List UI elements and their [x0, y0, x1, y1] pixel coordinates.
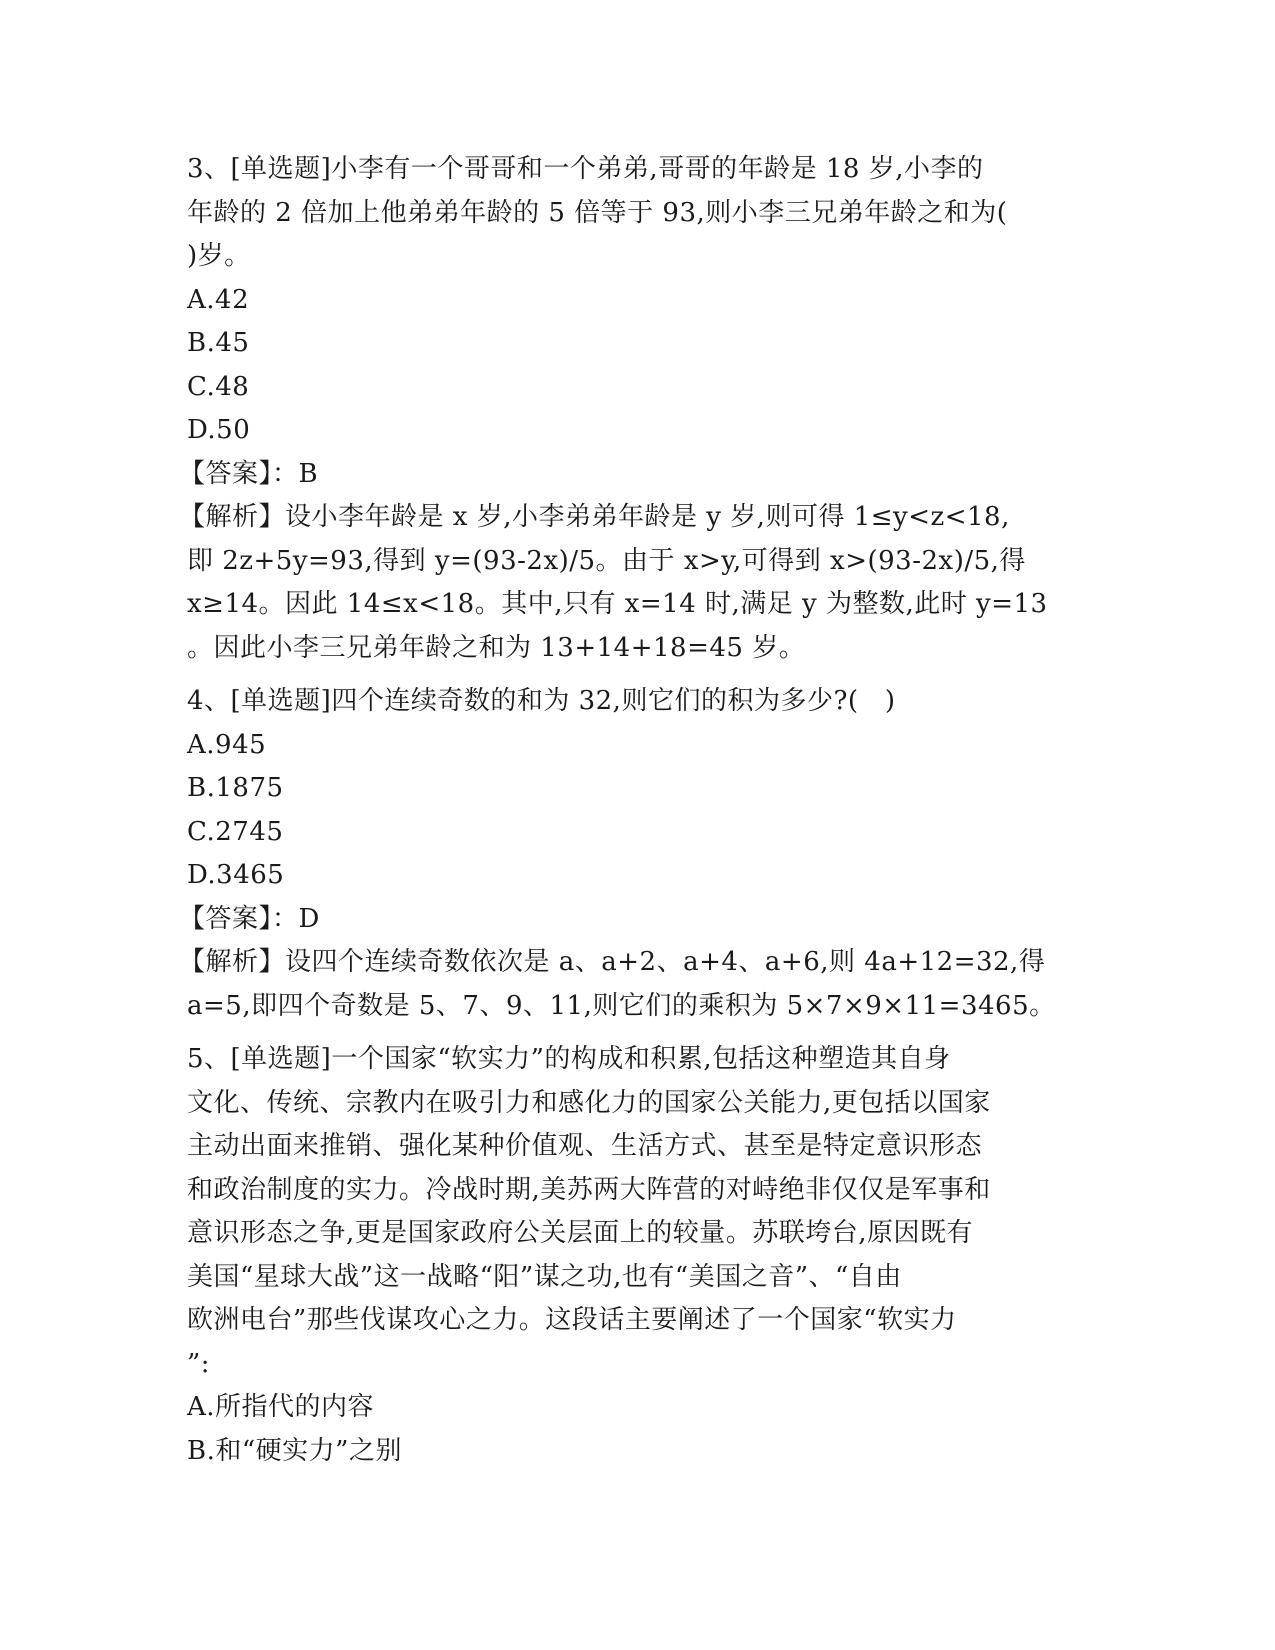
- question-stem-line: 意识形态之争,更是国家政府公关层面上的较量。苏联垮台,原因既有: [187, 1218, 974, 1248]
- question-3: [179, 148, 1087, 670]
- question-5: [187, 1038, 1087, 1473]
- analysis-line: x≥14。因此 14≤x<18。其中,只有 x=14 时,满足 y 为整数,此时 y=13: [187, 589, 1048, 619]
- analysis-line: 即 2z+5y=93,得到 y=(93-2x)/5。由于 x>y,可得到 x>(93-2x)/5,得: [187, 545, 1026, 576]
- analysis-line: a=5,即四个奇数是 5、7、9、11,则它们的乘积为 5×7×9×11=3465。: [187, 990, 1056, 1021]
- question-stem-line: ”:: [187, 1348, 211, 1379]
- question-stem-line: 5、[单选题]一个国家“软实力”的构成和积累,包括这种塑造其自身: [187, 1044, 951, 1074]
- question-stem-line: )岁。: [187, 241, 251, 271]
- option-b: B.和“硬实力”之别: [187, 1435, 402, 1466]
- option-a: A.所指代的内容: [187, 1392, 375, 1422]
- option-b: B.45: [187, 328, 250, 358]
- analysis-line: 。因此小李三兄弟年龄之和为 13+14+18=45 岁。: [187, 632, 806, 663]
- document-page: [179, 148, 1087, 1473]
- option-d: D.50: [187, 415, 251, 445]
- question-stem-line: 4、[单选题]四个连续奇数的和为 32,则它们的积为多少?( ): [187, 686, 896, 716]
- question-spacer: [187, 670, 1087, 680]
- question-stem-line: 文化、传统、宗教内在吸引力和感化力的国家公关能力,更包括以国家: [187, 1087, 991, 1118]
- answer-line: 【答案】：B: [179, 458, 319, 489]
- option-c: C.48: [187, 371, 250, 402]
- question-4: [179, 680, 1087, 1028]
- question-stem-line: 年龄的 2 倍加上他弟弟年龄的 5 倍等于 93,则小李三兄弟年龄之和为(: [187, 197, 1008, 228]
- option-d: D.3465: [187, 860, 285, 890]
- option-b: B.1875: [187, 773, 284, 803]
- option-c: C.2745: [187, 816, 284, 847]
- answer-line: 【答案】：D: [179, 903, 320, 934]
- question-stem-line: 3、[单选题]小李有一个哥哥和一个弟弟,哥哥的年龄是 18 岁,小李的: [187, 154, 984, 184]
- question-stem-line: 欧洲电台”那些伐谋攻心之力。这段话主要阐述了一个国家“软实力: [187, 1305, 957, 1335]
- analysis-line: 【解析】设小李年龄是 x 岁,小李弟弟年龄是 y 岁,则可得 1≤y<z<18,: [179, 502, 1010, 532]
- question-stem-line: 主动出面来推销、强化某种价值观、生活方式、甚至是特定意识形态: [187, 1131, 983, 1161]
- question-stem-line: 和政治制度的实力。冷战时期,美苏两大阵营的对峙绝非仅仅是军事和: [187, 1174, 991, 1205]
- option-a: A.42: [187, 284, 250, 315]
- question-spacer: [187, 1028, 1087, 1038]
- option-a: A.945: [187, 729, 267, 760]
- question-stem-line: 美国“星球大战”这一战略“阳”谋之功,也有“美国之音”、“自由: [187, 1261, 902, 1292]
- analysis-line: 【解析】设四个连续奇数依次是 a、a+2、a+4、a+6,则 4a+12=32,得: [179, 947, 1046, 977]
